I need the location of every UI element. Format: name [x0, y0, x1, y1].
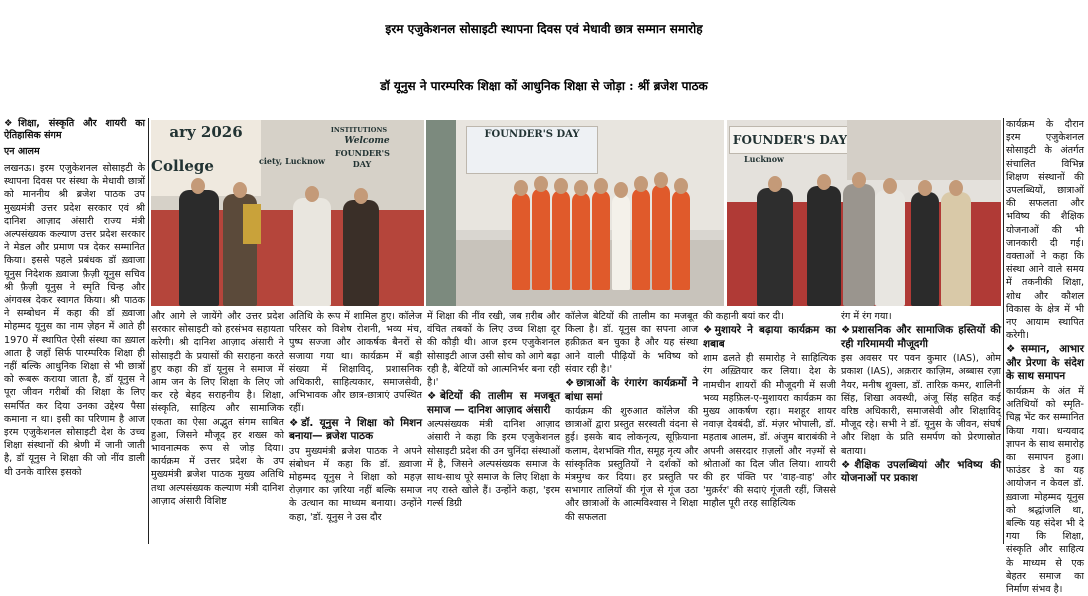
- column-5-text-2: कार्यक्रम की शुरुआत कॉलेज की छात्राओं द्वारा प्रस्तुत सरस्वती वंदना से हुई। इसके बाद लोकनृत्य, सूफ़ियाना कलाम, देशभक्ति गीत, समूह नृत्य और सांस्कृतिक प्रस्तुतियों ने दर्शकों को मंत्रमुग्ध कर दिया। हर प्रस्तुति पर सभागार तालियों की गूंज से गूंज उठा और छात्राओं के आत्मविश्वास ने शिक्षा की सफलता: [565, 406, 698, 523]
- column-7-subhead-2: ❖शैक्षिक उपलब्धियां और भविष्य की योजनाओं पर प्रकाश: [841, 458, 1001, 485]
- column-rule: [1003, 118, 1004, 544]
- column-8-text: कार्यक्रम के दौरान इरम एजुकेशनल सोसाइटी के अंतर्गत संचालित विभिन्न शिक्षण संस्थानों की उपलब्धियों, छात्राओं की सफलता और भविष्य की शैक्षिक योजनाओं की भी जानकारी दी गई। वक्ताओं ने कहा कि संस्था आने वाले समय में तकनीकी शिक्षा, शोध और कौशल विकास के क्षेत्र में भी नए आयाम स्थापित करेगी।: [1006, 119, 1084, 342]
- photo-students-group: [426, 120, 724, 306]
- article-column-1: [4, 118, 145, 544]
- photo-award-presentation: [727, 120, 1001, 306]
- column-3-text: अतिथि के रूप में शामिल हुए। कॉलेज परिसर को विशेष रोशनी, भव्य मंच, पुष्प सज्जा और आकर्षक बैनरों से सजाया गया था। कार्यक्रम में बड़ी संख्या में शिक्षाविद्, प्रशासनिक अधिकारी, साहित्यकार, समाजसेवी, अभिभावक और छात्र-छात्राएं उपस्थित रहीं।: [289, 311, 422, 415]
- photo-1-banner-b: College: [151, 157, 214, 175]
- column-3-subhead: ❖डॉ. यूनुस ने शिक्षा को मिशन बनाया— ब्रजेश पाठक: [289, 416, 422, 443]
- column-3-text-2: उप मुख्यमंत्री ब्रजेश पाठक ने अपने संबोधन में कहा कि डॉ. ख़्वाजा मोहम्मद यूनुस ने शिक्षा को महज़ रोज़गार का ज़रिया नहीं बल्कि समाज के उत्थान का माध्यम बनाया। उन्होंने कहा, 'डॉ. यूनुस ने उस दौर: [289, 445, 422, 523]
- kicker: ❖शिक्षा, संस्कृति और शायरी का ऐतिहासिक संगम: [4, 118, 145, 142]
- photo-3-banner-a: FOUNDER'S DAY: [729, 126, 851, 154]
- photo-1-banner-a: ary 2026: [169, 123, 243, 141]
- photo-1-banner-e: Welcome: [344, 136, 390, 146]
- article-column-6: [703, 310, 836, 544]
- column-4-subhead: ❖बेटियों की तालीम स मजबूत समाज — दानिश आज़ाद अंसारी: [427, 390, 560, 416]
- column-6-subhead: ❖मुशायरे ने बढ़ाया कार्यक्रम का शबाब: [703, 324, 836, 350]
- column-8-subhead: ❖सम्मान, आभार और प्रेरणा के संदेश के साथ समापन: [1006, 343, 1084, 383]
- headline-line-1: इरम एजुकेशनल सोसाइटी स्थापना दिवस एवं मेधावी छात्र सम्मान समारोह: [385, 22, 703, 36]
- photo-1-banner-c: ciety, Lucknow: [258, 156, 326, 166]
- column-7-text-2: इस अवसर पर पवन कुमार (IAS), ओम प्रकाश (IAS), अक़रार काज़िम, अब्बास रज़ा नैयर, मनीष शुक्ला, डॉ. तारिक़ कमर, शालिनी सिंह, शिखा अवस्थी, अंजू सिंह सहित कई वरिष्ठ अधिकारी, समाजसेवी और शिक्षाविद् मौजूद रहे। सभी ने डॉ. यूनुस के जीवन, संघर्ष और शिक्षा के प्रति समर्पण को प्रेरणास्रोत बताया।: [841, 353, 1001, 457]
- article-column-8: [1006, 118, 1084, 595]
- photo-1-banner-f: FOUNDER'S DAY: [335, 148, 390, 169]
- photo-ceremony-stage: [151, 120, 424, 306]
- headline-line-2: डॉ यूनुस ने पारम्परिक शिक्षा कों आधुनिक शिक्षा से जोड़ा : श्रीं ब्रजेश पाठक: [380, 79, 708, 93]
- article-column-3: [289, 310, 422, 544]
- photo-3-banner-b: Lucknow: [744, 154, 784, 164]
- photo-2-banner: FOUNDER'S DAY: [466, 126, 598, 174]
- byline: एन आलम: [4, 145, 40, 157]
- column-1-text: लखनऊ। इरम एजुकेशनल सोसाइटी के स्थापना दिवस पर संस्था के मेधावी छात्रों को माननीय श्री ब्रजेश पाठक उप मुख्यमंत्री उत्तर प्रदेश सरकार एवं श्री दानिश आज़ाद अंसारी राज्य मंत्री अल्पसंख्यक कल्याण उत्तर प्रदेश सरकार ने मेडल और प्रमाण पत्र देकर सम्मानित किया। इससे पहले प्रबंधक डॉ ख़्वाजा यूनुस निदेशक ख़्वाजा फ़ैज़ी यूनुस सचिव श्री फ़ैज़ी यूनुस ने स्मृति चिन्ह और अंगवस्त्र देकर स्वागत किया। श्री पाठक ने सम्बोधन में कहा की डॉ ख़्वाजा मोहम्मद यूनुस का नाम ज़ेहन में आते ही 1970 में स्थापित ऐसी संस्था का ख़्याल आता है जहाँ सिर्फ पारम्परिक शिक्षा ही नहीं बल्कि आधुनिक शिक्षा से भी छात्रों को रूबरू कराया जाता है, डॉ यूनुस ने पूरा जीवन गरीबों की शिक्षा के लिए समर्पित कर दिया उनका उद्देश्य पैसा कमाना न था। इसी का परिणाम है आज इरम एजुकेशनल सोसाइटी देश के उच्च शिक्षा संस्थानों की श्रेणी में जानी जाती है, डॉ यूनुस ने शिक्षा की जो नींव डाली थी उनके वारिस इसको: [4, 163, 145, 478]
- article-column-2: [151, 310, 284, 544]
- column-rule: [148, 118, 149, 544]
- column-8-text-2: कार्यक्रम के अंत में अतिथियों को स्मृति-चिह्न भेंट कर सम्मानित किया गया। धन्यवाद ज्ञापन के साथ समारोह का समापन हुआ। फाउंडर डे का यह आयोजन न केवल डॉ. ख़्वाजा मोहम्मद यूनुस को श्रद्धांजलि था, बल्कि यह संदेश भी दे गया कि शिक्षा, संस्कृति और साहित्य के माध्यम से एक बेहतर समाज का निर्माण संभव है।: [1006, 385, 1084, 595]
- column-5-subhead: ❖छात्राओं के रंगारंग कार्यक्रमों ने बांधा समां: [565, 377, 698, 403]
- article-column-4: [427, 310, 560, 544]
- photo-1-banner-d: INSTITUTIONS: [330, 126, 388, 134]
- column-5-text: कॉलेज बेटियों की तालीम का मजबूत किला है। डॉ. यूनुस का सपना आज हक़ीक़त बन चुका है और यह संस्था आने वाली पीढ़ियों के भविष्य को संवार रही है।': [565, 311, 698, 375]
- column-7-text: रंग में रंग गया।: [841, 311, 892, 322]
- column-6-text-2: शाम ढलते ही समारोह ने साहित्यिक रंग अख़्तियार कर लिया। देश के नामचीन शायरों की मौजूदगी में सजी भव्य महफ़िल-ए-मुशायरा कार्यक्रम का मुख्य आकर्षण रहा। मशहूर शायर नवाज़ देवबंदी, डॉ. मंज़र भोपाली, डॉ. महताब आलम, डॉ. अंजुम बाराबंकी ने अपनी असरदार ग़ज़लों और नज़्मों से श्रोताओं का दिल जीत लिया। शायरी की हर पंक्ति पर 'वाह-वाह' और 'मुक़र्रर' की सदाएं गूंजती रहीं, जिससे माहौल पूरी तरह साहित्यिक: [703, 353, 836, 510]
- article-column-7: [841, 310, 1001, 544]
- column-2-text: और आगे ले जायेंगे और उत्तर प्रदेश सरकार सोसाइटी को हरसंभव सहायता करेगी। श्री दानिश आज़ाद अंसारी ने सोसाइटी के प्रयासों की सराहना करते हुए कहा की डॉ यूनुस ने समाज में आम जन के लिए शिक्षा के लिए जो कर रहे बेहद सराहनीय है। शिक्षा, संस्कृति, साहित्य और सामाजिक एकता का ऐसा अद्भुत संगम साबित हुआ, जिसने मौजूद हर शख्स को भावनात्मक रूप से जोड़ दिया। कार्यक्रम में उत्तर प्रदेश के उप मुख्यमंत्री ब्रजेश पाठक मुख्य अतिथि तथा अल्पसंख्यक कल्याण मंत्री दानिश आज़ाद अंसारी विशिष्ट: [151, 311, 284, 507]
- article-column-5: [565, 310, 698, 544]
- column-4-text: में शिक्षा की नींव रखी, जब ग़रीब और वंचित तबकों के लिए उच्च शिक्षा दूर की कौड़ी थी। आज इरम एजुकेशनल सोसाइटी आज उसी सोच को आगे बढ़ा रही है, बेटियों को आत्मनिर्भर बना रही है।': [427, 311, 560, 389]
- column-6-text: की कहानी बयां कर दी।: [703, 311, 784, 322]
- column-4-text-2: अल्पसंख्यक मंत्री दानिश आज़ाद अंसारी ने कहा कि इरम एजुकेशनल सोसाइटी प्रदेश की उन चुनिंदा संस्थाओं में है, जिसने अल्पसंख्यक समाज के साथ-साथ पूरे समाज के लिए शिक्षा के नए रास्ते खोले हैं। उन्होंने कहा, 'इरम गर्ल्स डिग्री: [427, 419, 560, 510]
- column-7-subhead: ❖प्रशासनिक और सामाजिक हस्तियों की रही गरिमामयी मौजूदगी: [841, 324, 1001, 350]
